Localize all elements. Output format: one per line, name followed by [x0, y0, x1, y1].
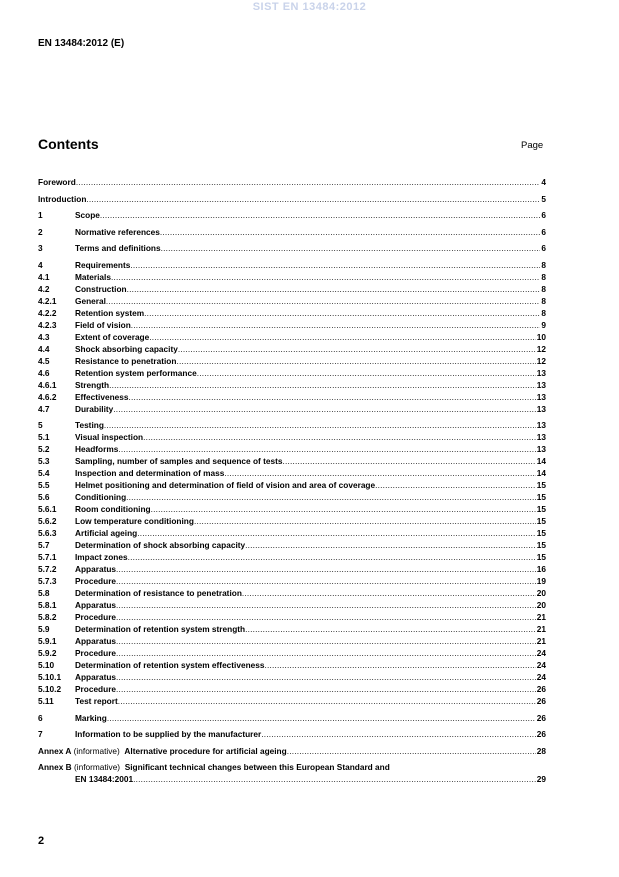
toc-entry-page: 13 [536, 432, 546, 442]
toc-entry-page: 13 [536, 391, 546, 402]
toc-entry-line [75, 773, 546, 785]
page-column-label: Page [521, 140, 544, 151]
toc-entry-line [75, 728, 546, 740]
toc-entry-line [75, 683, 546, 695]
toc-entry-line [75, 242, 546, 254]
toc-entry-page: 6 [541, 226, 546, 237]
dot-leader [161, 242, 541, 254]
toc-entry-line [75, 587, 546, 599]
toc-entry-number: 4.1 [38, 271, 50, 282]
toc-entry-title: Extent of coverage [75, 331, 150, 342]
toc-entry-line [75, 259, 546, 271]
toc-entry-line [75, 295, 546, 307]
toc-entry[interactable] [38, 176, 546, 188]
toc-entry[interactable] [38, 259, 546, 271]
toc-entry[interactable] [38, 343, 546, 355]
toc-entry-title: Retention system performance [75, 367, 197, 378]
toc-entry-title: Normative references [75, 226, 160, 237]
toc-entry-line [75, 419, 546, 431]
toc-entry-line [38, 193, 546, 205]
toc-entry[interactable] [38, 355, 546, 367]
toc-entry-title: Procedure [75, 684, 117, 694]
toc-entry-page: 21 [536, 612, 546, 622]
toc-entry-number: 5.6.1 [38, 504, 57, 514]
document-id: EN 13484:2012 (E) [38, 38, 125, 49]
toc-entry-page: 15 [536, 516, 546, 526]
toc-entry-title: Determination of retention system effectiveness [75, 660, 265, 670]
toc-entry-page: 6 [541, 210, 546, 220]
toc-entry-number: 6 [38, 712, 43, 723]
toc-entry-number: 1 [38, 210, 43, 220]
dot-leader [143, 431, 536, 443]
dot-leader [265, 659, 536, 671]
toc-entry-line [75, 695, 546, 707]
toc-entry-page: 6 [541, 243, 546, 253]
toc-entry-number: 5.9 [38, 624, 50, 634]
toc-entry-title: Construction [75, 283, 127, 294]
toc-entry-title: Durability [75, 403, 114, 414]
toc-entry-title: Helmet positioning and determination of field of vision and area of coverage [75, 480, 376, 490]
dot-leader [160, 226, 541, 238]
toc-entry-title: Effectiveness [75, 391, 129, 402]
toc-entry-number: 5.7 [38, 540, 50, 550]
toc-entry[interactable] [38, 467, 546, 479]
toc-entry-line [75, 647, 546, 659]
toc-entry-title: Room conditioning [75, 504, 151, 514]
toc-entry-page: 5 [541, 193, 546, 204]
toc-entry-line [75, 635, 546, 647]
toc-entry-number: 5.9.2 [38, 648, 57, 658]
toc-entry-number: 5.10 [38, 660, 55, 670]
toc-entry-page: 14 [536, 456, 546, 466]
toc-entry-title: Scope [75, 210, 100, 220]
annex-type: (informative) [73, 762, 121, 772]
toc-entry[interactable] [38, 671, 546, 683]
toc-entry-title: Strength [75, 379, 110, 390]
toc-entry-number: 5.8.1 [38, 600, 57, 610]
toc-entry-number: 4.4 [38, 343, 50, 354]
dot-leader [194, 515, 536, 527]
toc-entry-line [75, 515, 546, 527]
toc-entry-number: 5.8.2 [38, 612, 57, 622]
toc-entry-line [75, 209, 546, 221]
toc-entry[interactable] [38, 623, 546, 635]
toc-entry-line [75, 611, 546, 623]
dot-leader [104, 419, 536, 431]
toc-entry[interactable] [38, 712, 546, 724]
toc-entry[interactable] [38, 307, 546, 319]
toc-entry[interactable] [38, 611, 546, 623]
toc-entry-title: Visual inspection [75, 432, 144, 442]
toc-entry-title: Retention system [75, 307, 145, 318]
toc-annex-entry[interactable] [38, 745, 546, 757]
toc-entry-title: Determination of resistance to penetration [75, 588, 242, 598]
toc-entry[interactable] [38, 575, 546, 587]
dot-leader [128, 551, 536, 563]
dot-leader [176, 355, 535, 367]
dot-leader [137, 527, 536, 539]
toc-entry-line [75, 575, 546, 587]
toc-entry-number: 4 [38, 259, 43, 270]
toc-entry-page: 9 [541, 319, 546, 330]
toc-entry-number: 5.10.1 [38, 672, 62, 682]
toc-entry-line [75, 671, 546, 683]
toc-entry-title: Foreword [38, 177, 76, 187]
toc-entry-title: General [75, 295, 106, 306]
toc-entry-number: 5 [38, 420, 43, 430]
toc-entry-line [75, 307, 546, 319]
toc-entry-number: 4.2.1 [38, 295, 57, 306]
dot-leader [118, 695, 536, 707]
dot-leader [127, 283, 541, 295]
toc-entry-title: Marking [75, 712, 107, 723]
toc-entry-number: 5.4 [38, 468, 50, 478]
toc-entry-number: 4.5 [38, 355, 50, 366]
toc-entry-page: 4 [541, 177, 546, 187]
toc-entry[interactable] [38, 242, 546, 254]
toc-entry-title: Requirements [75, 259, 131, 270]
toc-entry-number: 4.7 [38, 403, 50, 414]
toc-entry[interactable] [38, 479, 546, 491]
toc-entry-page: 13 [536, 379, 546, 390]
toc-entry-page: 13 [536, 367, 546, 378]
toc-entry-line [75, 659, 546, 671]
toc-entry-title: Artificial ageing [75, 528, 138, 538]
toc-entry-title: Apparatus [75, 600, 117, 610]
dot-leader [116, 683, 536, 695]
toc-entry[interactable] [38, 695, 546, 707]
toc-entry-line [75, 551, 546, 563]
dot-leader [129, 391, 536, 403]
toc-entry-line [38, 745, 546, 757]
toc-entry-title: Resistance to penetration [75, 355, 177, 366]
toc-entry-line [75, 599, 546, 611]
toc-entry-page: 15 [536, 480, 546, 490]
toc-entry[interactable] [38, 403, 546, 415]
toc-entry-line [75, 467, 546, 479]
toc-entry-page: 15 [536, 528, 546, 538]
toc-entry-number: 5.7.1 [38, 552, 57, 562]
toc-entry-title: Apparatus [75, 672, 117, 682]
toc-entry-line [75, 491, 546, 503]
toc-entry-title: Procedure [75, 648, 117, 658]
toc-entry-page: 24 [536, 660, 546, 670]
toc-entry-line [38, 176, 546, 188]
toc-entry-title: Materials [75, 271, 111, 282]
toc-entry-number: 5.5 [38, 480, 50, 490]
toc-entry-line [75, 226, 546, 238]
dot-leader [144, 307, 540, 319]
toc-entry[interactable] [38, 226, 546, 238]
toc-entry[interactable] [38, 599, 546, 611]
dot-leader [242, 587, 536, 599]
annex-type: (informative) [73, 745, 120, 756]
toc-entry-line [75, 391, 546, 403]
dot-leader [245, 539, 536, 551]
toc-entry-number: 5.1 [38, 432, 50, 442]
toc-entry-line [75, 379, 546, 391]
toc-entry-title: Headforms [75, 444, 119, 454]
toc-entry-line [75, 431, 546, 443]
toc-entry-line [75, 479, 546, 491]
dot-leader [107, 712, 536, 724]
toc-entry[interactable] [38, 515, 546, 527]
toc-entry-page: 8 [541, 283, 546, 294]
toc-entry-page: 8 [541, 259, 546, 270]
dot-leader [116, 671, 536, 683]
toc-entry-page: 26 [536, 729, 546, 739]
toc-entry-title: Inspection and determination of mass [75, 468, 225, 478]
toc-annex-entry[interactable] [38, 761, 546, 773]
toc-entry-page: 24 [536, 648, 546, 658]
toc-entry-title: Low temperature conditioning [75, 516, 194, 526]
toc-entry-title: Procedure [75, 612, 117, 622]
toc-entry-number: 4.6.2 [38, 391, 57, 402]
toc-entry-page: 24 [536, 672, 546, 682]
toc-entry-line [75, 623, 546, 635]
toc-entry-number: 4.6.1 [38, 379, 57, 390]
toc-entry-number: 5.6 [38, 492, 50, 502]
dot-leader [126, 491, 536, 503]
contents-heading: Contents [38, 136, 99, 152]
toc-entry[interactable] [38, 563, 546, 575]
toc-entry[interactable] [38, 647, 546, 659]
toc-entry[interactable] [38, 443, 546, 455]
toc-entry[interactable] [38, 659, 546, 671]
toc-entry-page: 26 [536, 684, 546, 694]
toc-entry-page: 8 [541, 295, 546, 306]
dot-leader [116, 575, 536, 587]
toc-entry-page: 20 [536, 588, 546, 598]
toc-entry-number: 4.6 [38, 367, 50, 378]
toc-entry-page: 21 [536, 624, 546, 634]
toc-entry-title: Conditioning [75, 492, 127, 502]
toc-entry-page: 12 [536, 355, 546, 366]
toc-entry[interactable] [38, 193, 546, 205]
toc-entry[interactable] [38, 283, 546, 295]
toc-entry-page: 16 [536, 564, 546, 574]
toc-entry-number: 5.7.3 [38, 576, 57, 586]
toc-entry-line [75, 283, 546, 295]
toc-entry-page: 8 [541, 271, 546, 282]
watermark: SIST EN 13484:2012 [252, 1, 367, 13]
toc-entry-line [75, 539, 546, 551]
dot-leader [261, 728, 536, 740]
toc-entry-page: 15 [536, 552, 546, 562]
dot-leader [130, 259, 540, 271]
toc-entry-line [75, 527, 546, 539]
toc-entry-title: Impact zones [75, 552, 128, 562]
dot-leader [133, 773, 536, 785]
dot-leader [109, 379, 536, 391]
toc-entry-number: 2 [38, 226, 43, 237]
toc-entry-number: 5.6.3 [38, 528, 57, 538]
toc-entry-number: 5.2 [38, 444, 50, 454]
toc-entry-page: 13 [536, 403, 546, 414]
toc-entry[interactable] [38, 503, 546, 515]
toc-entry-line [75, 271, 546, 283]
annex-page: 28 [536, 745, 546, 756]
toc-entry[interactable] [38, 379, 546, 391]
toc-entry-line [75, 319, 546, 331]
toc-entry-number: 4.2.2 [38, 307, 57, 318]
dot-leader [197, 367, 536, 379]
toc-entry-title: Sampling, number of samples and sequence of tests [75, 456, 283, 466]
toc-entry-page: 8 [541, 307, 546, 318]
annex-page: 29 [536, 774, 546, 784]
toc-entry-line [75, 455, 546, 467]
toc-entry-line [75, 563, 546, 575]
toc-entry-number: 5.10.2 [38, 684, 62, 694]
toc-entry-title: Apparatus [75, 564, 117, 574]
toc-annex-entry-continuation[interactable] [38, 773, 546, 785]
dot-leader [116, 563, 536, 575]
toc-entry[interactable] [38, 209, 546, 221]
dot-leader [151, 503, 536, 515]
toc-entry-line [75, 403, 546, 415]
toc-entry-number: 4.2.3 [38, 319, 57, 330]
dot-leader [116, 647, 536, 659]
toc-entry-page: 12 [536, 343, 546, 354]
toc-entry-title: Apparatus [75, 636, 117, 646]
toc-entry[interactable] [38, 587, 546, 599]
dot-leader [100, 209, 540, 221]
toc-entry[interactable] [38, 551, 546, 563]
dot-leader [224, 467, 535, 479]
dot-leader [118, 443, 535, 455]
toc-entry-page: 10 [536, 331, 546, 342]
dot-leader [149, 331, 536, 343]
page-number: 2 [38, 835, 45, 847]
toc-entry-number: 3 [38, 243, 43, 253]
dot-leader [106, 295, 540, 307]
toc-entry[interactable] [38, 419, 546, 431]
toc-entry[interactable] [38, 391, 546, 403]
annex-title-continued: EN 13484:2001 [75, 774, 134, 784]
toc-entry-line [38, 761, 546, 773]
toc-entry-number: 5.9.1 [38, 636, 57, 646]
toc-entry-title: Determination of shock absorbing capacity [75, 540, 246, 550]
toc-entry[interactable] [38, 319, 546, 331]
toc-entry-page: 14 [536, 468, 546, 478]
toc-entry-page: 20 [536, 600, 546, 610]
dot-leader [86, 193, 540, 205]
annex-title: Significant technical changes between this European Standard and [124, 762, 390, 772]
toc-entry-title: Terms and definitions [75, 243, 161, 253]
annex-label: Annex B [38, 762, 72, 772]
toc-entry[interactable] [38, 295, 546, 307]
toc-entry-page: 15 [536, 540, 546, 550]
toc-entry-title: Information to be supplied by the manufacturer [75, 729, 262, 739]
toc-entry-page: 15 [536, 504, 546, 514]
toc-entry-title: Field of vision [75, 319, 131, 330]
dot-leader [116, 635, 536, 647]
toc-entry[interactable] [38, 431, 546, 443]
toc-entry-page: 15 [536, 492, 546, 502]
toc-entry-number: 5.6.2 [38, 516, 57, 526]
table-of-contents [38, 176, 546, 785]
toc-entry-number: 5.11 [38, 696, 54, 706]
toc-entry-page: 19 [536, 576, 546, 586]
toc-entry-line [75, 331, 546, 343]
dot-leader [287, 745, 536, 757]
toc-entry-line [75, 343, 546, 355]
toc-entry-title: Procedure [75, 576, 117, 586]
dot-leader [111, 271, 540, 283]
toc-entry[interactable] [38, 527, 546, 539]
toc-entry-line [75, 503, 546, 515]
toc-entry-line [75, 355, 546, 367]
toc-entry[interactable] [38, 491, 546, 503]
toc-entry-number: 5.3 [38, 456, 50, 466]
toc-entry[interactable] [38, 367, 546, 379]
toc-entry-page: 13 [536, 444, 546, 454]
toc-entry-line [75, 443, 546, 455]
toc-entry-number: 4.3 [38, 331, 50, 342]
toc-entry-title: Shock absorbing capacity [75, 343, 178, 354]
toc-entry-title: Testing [75, 420, 104, 430]
dot-leader [245, 623, 536, 635]
annex-label: Annex A [38, 745, 72, 756]
toc-entry[interactable] [38, 455, 546, 467]
dot-leader [282, 455, 535, 467]
toc-entry-number: 4.2 [38, 283, 50, 294]
dot-leader [178, 343, 536, 355]
toc-entry-title: Introduction [38, 193, 87, 204]
toc-entry-line [75, 367, 546, 379]
toc-entry-page: 26 [536, 712, 546, 723]
toc-entry-number: 5.7.2 [38, 564, 57, 574]
dot-leader [116, 599, 536, 611]
toc-entry[interactable] [38, 271, 546, 283]
dot-leader [116, 611, 536, 623]
toc-entry-number: 5.8 [38, 588, 50, 598]
dot-leader [76, 176, 541, 188]
toc-entry-title: Determination of retention system strength [75, 624, 246, 634]
toc-entry-page: 13 [536, 420, 546, 430]
toc-entry[interactable] [38, 331, 546, 343]
dot-leader [131, 319, 541, 331]
toc-entry-page: 21 [536, 636, 546, 646]
toc-entry-page: 26 [536, 696, 546, 706]
toc-entry[interactable] [38, 539, 546, 551]
toc-entry-title: Test report [75, 696, 118, 706]
annex-title: Alternative procedure for artificial ageing [124, 745, 287, 756]
toc-entry[interactable] [38, 683, 546, 695]
toc-entry[interactable] [38, 635, 546, 647]
toc-entry[interactable] [38, 728, 546, 740]
toc-entry-line [75, 712, 546, 724]
toc-entry-number: 7 [38, 729, 43, 739]
dot-leader [375, 479, 536, 491]
dot-leader [113, 403, 536, 415]
